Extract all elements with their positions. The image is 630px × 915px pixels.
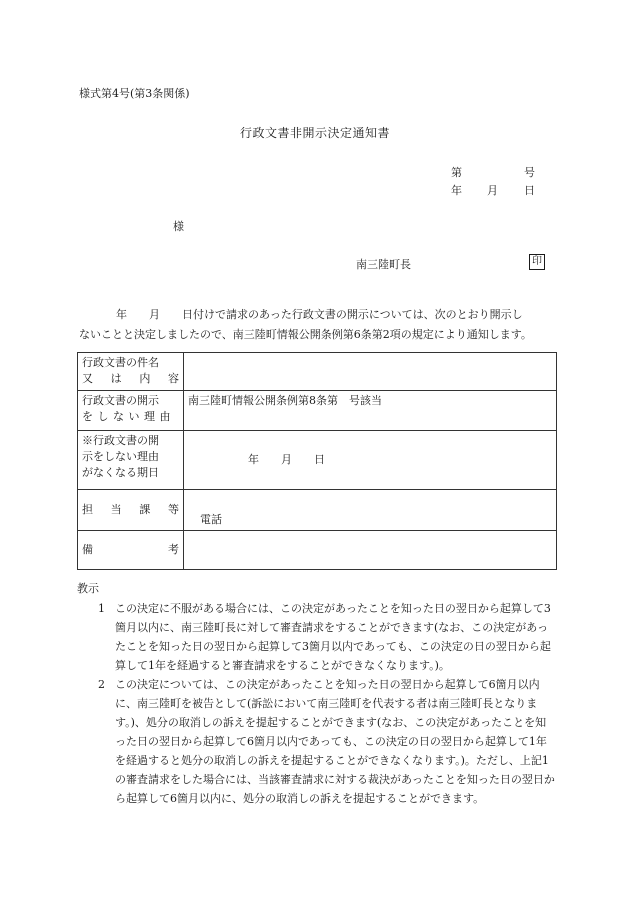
label-char: 内 xyxy=(139,372,151,385)
table-row xyxy=(78,353,557,391)
table-row xyxy=(78,490,557,531)
label-line: ※行政文書の開 xyxy=(82,434,159,447)
issue-date-year: 年 xyxy=(451,184,462,197)
item-text: この決定に不服がある場合には、この決定があったことを知った日の翌日から起算して3箇月以内に、南三陸町長に対して審査請求をすることができます(なお、この決定があったことを知った日の翌日から起算して3箇月以内であっても、この決定の日の翌日から起算して1年を経過すると審査請求をすることができなくなります。)。 xyxy=(115,602,551,672)
instructions-body xyxy=(77,599,557,808)
label-line xyxy=(82,502,179,518)
reference-dai: 第 xyxy=(451,166,462,179)
value-department xyxy=(184,490,557,531)
label-char: 等 xyxy=(167,503,179,516)
recipient-suffix: 様 xyxy=(173,220,184,233)
label-char: 又 xyxy=(82,372,93,385)
label-text: 行政文書の件名 xyxy=(82,356,159,369)
reference-go: 号 xyxy=(524,166,535,179)
form-number: 様式第4号(第3条関係) xyxy=(79,87,190,100)
label-char: 課 xyxy=(139,503,151,516)
label-line: をしない理由 xyxy=(82,410,175,423)
label-remarks xyxy=(78,531,184,570)
label-line: 行政文書の開示 xyxy=(82,394,159,407)
label-line xyxy=(82,542,179,558)
label-line: 示をしない理由 xyxy=(82,450,159,463)
instructions-heading: 教示 xyxy=(77,582,99,595)
label-document-name xyxy=(78,353,184,391)
issue-date-month: 月 xyxy=(487,184,498,197)
table-row xyxy=(78,531,557,570)
label-char: 当 xyxy=(110,503,122,516)
list-item xyxy=(77,675,557,808)
table-row xyxy=(78,391,557,431)
label-char: 備 xyxy=(82,543,93,556)
seal-mark: 印 xyxy=(529,254,545,270)
value-expiry-date xyxy=(184,431,557,490)
table-row xyxy=(78,431,557,490)
issue-date-day: 日 xyxy=(524,184,535,197)
intro-line-2: ないことと決定しましたので、南三陸町情報公開条例第6条第2項の規定により通知します。 xyxy=(79,328,532,341)
list-item xyxy=(77,599,557,675)
info-table xyxy=(77,352,557,570)
value-document-name xyxy=(184,353,557,391)
label-char: 容 xyxy=(167,372,179,385)
label-line xyxy=(82,355,179,371)
issuer-name: 南三陸町長 xyxy=(356,258,411,271)
value-remarks xyxy=(184,531,557,570)
expiry-date-text: 年 月 日 xyxy=(248,453,325,466)
item-number: 1 xyxy=(98,602,105,615)
label-nondisclosure-reason xyxy=(78,391,184,431)
value-nondisclosure-reason: 南三陸町情報公開条例第8条第 号該当 xyxy=(184,391,557,431)
intro-line-1: 年 月 日付けで請求のあった行政文書の開示については、次のとおり開示し xyxy=(116,308,523,321)
label-char: は xyxy=(110,372,122,385)
label-department xyxy=(78,490,184,531)
label-char: 担 xyxy=(82,503,93,516)
intro-paragraph xyxy=(79,305,557,345)
label-line: がなくなる期日 xyxy=(82,466,159,479)
phone-label: 電話 xyxy=(200,513,222,526)
document-title: 行政文書非開示決定通知書 xyxy=(239,126,390,140)
item-number: 2 xyxy=(98,678,105,691)
label-expiry-date xyxy=(78,431,184,490)
label-char: 考 xyxy=(168,543,179,556)
item-text: この決定については、この決定があったことを知った日の翌日から起算して6箇月以内に、南三陸町を被告として(訴訟において南三陸町を代表する者は南三陸町長となります。)、処分の取消しの訴えを提起することができます(なお、この決定があったことを知った日の翌日から起算して6箇月以内であっても、この決定の日の翌日から起算して1年を経過すると処分の取消しの訴えを提起することができなくなります。)。ただし、上記1の審査請求をした場合には、当該審査請求に対する裁決があったことを知った日の翌日から起算して6箇月以内に、処分の取消しの訴えを提起することができます。 xyxy=(115,678,555,805)
label-line xyxy=(82,371,179,387)
